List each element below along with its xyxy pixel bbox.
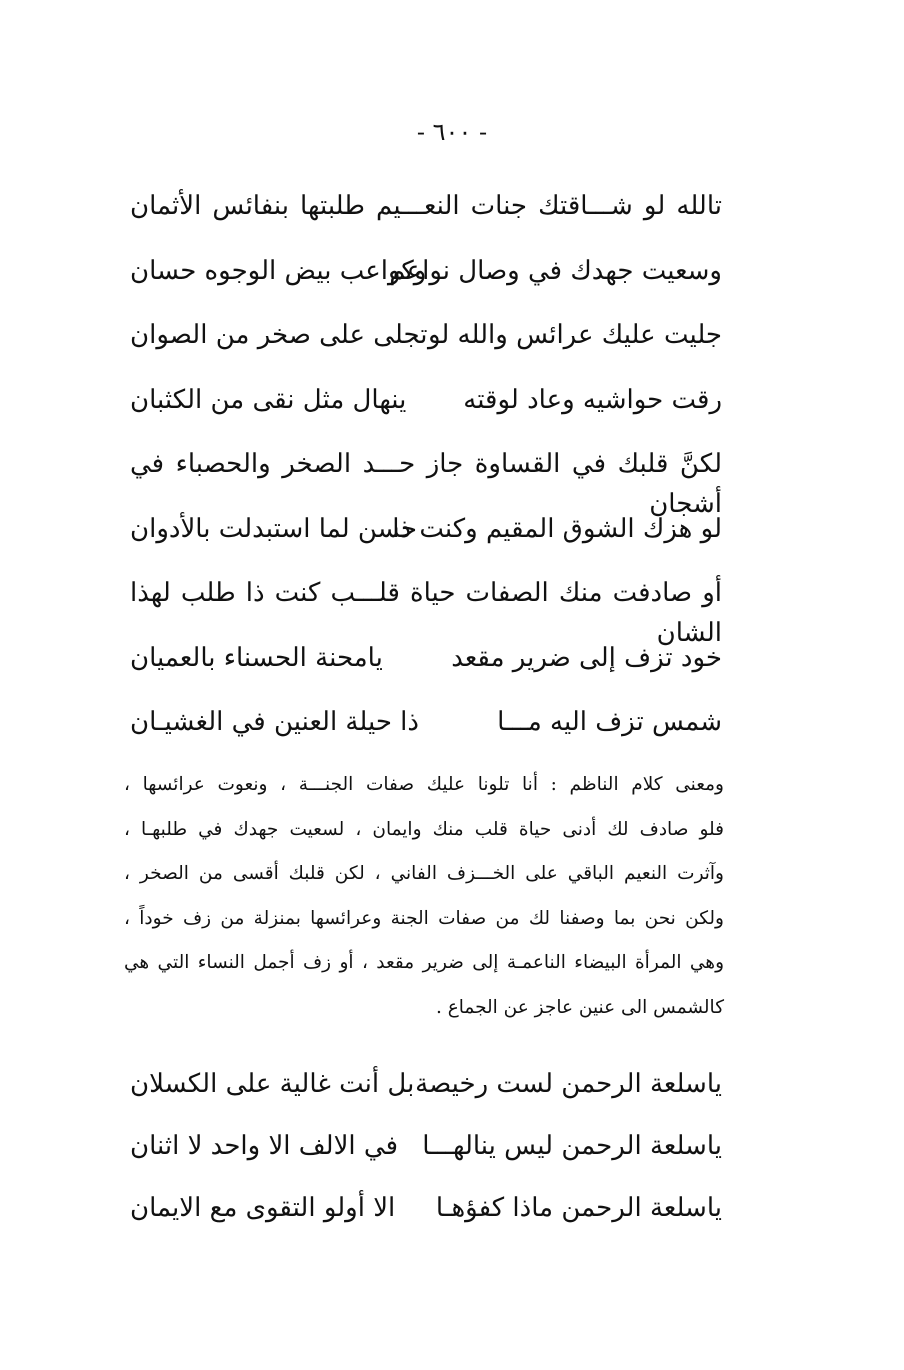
verse-second-hemistich: ذا حيلة العنين في الغشيـان xyxy=(130,707,419,737)
verse-second-hemistich: ينهال مثل نقى من الكثبان xyxy=(130,384,407,415)
verse-first-hemistich: ياسلعة الرحمن لست رخيصة xyxy=(415,1069,722,1099)
verse-line: أو صادفت منك الصفات حياة قلـــب كنت ذا طلب لهذا الشان xyxy=(130,578,722,648)
verse-block-top xyxy=(130,186,722,767)
commentary-line: وهي المرأة البيضاء الناعمـة إلى ضرير مقعد ، أو زف أجمل النساء التي هي xyxy=(124,952,724,973)
verse-second-hemistich: في الالف الا واحد لا اثنان xyxy=(130,1131,399,1161)
verse-line xyxy=(130,638,722,703)
verse-first-hemistich: جليت عليك عرائس والله لو xyxy=(427,320,722,350)
verse-second-hemistich: وكواعب بيض الوجوه حسان xyxy=(130,255,427,286)
verse-line xyxy=(130,1064,722,1126)
verse-first-hemistich: خود تزف إلى ضرير مقعد xyxy=(451,642,722,673)
verse-second-hemistich: يامحنة الحسناء بالعميان xyxy=(130,642,383,673)
verse-line xyxy=(130,702,722,767)
verse-first-hemistich: ياسلعة الرحمن ماذا كفؤهـا xyxy=(435,1193,722,1223)
commentary-paragraph xyxy=(124,770,724,1037)
verse-line xyxy=(130,1188,722,1250)
commentary-line: ومعنى كلام الناظم : أنا تلونا عليك صفات الجنـــة ، ونعوت عرائسها ، xyxy=(124,774,724,795)
verse-line xyxy=(130,251,722,316)
verse-second-hemistich: تجلى على صخر من الصوان xyxy=(130,320,428,350)
verse-first-hemistich: شمس تزف اليه مـــا xyxy=(497,707,722,737)
commentary-line: ولكن نحن بما وصفنا لك من صفات الجنة وعرائسها بمنزلة من زف خوداً ، xyxy=(124,907,724,929)
verse-second-hemistich: حسن لما استبدلت بالأدوان xyxy=(130,513,417,544)
verse-first-hemistich: لو هزك الشوق المقيم وكنت ذا xyxy=(392,513,722,544)
page-number: - ٦٠٠ - xyxy=(416,118,488,146)
verse-line xyxy=(130,315,722,380)
verse-second-hemistich: الا أولو التقوى مع الايمان xyxy=(130,1193,396,1223)
verse-first-hemistich: رقت حواشيه وعاد لوقته xyxy=(463,384,722,415)
commentary-line: فلو صادف لك أدنى حياة قلب منك وايمان ، لسعيت جهدك في طلبهـا ، xyxy=(124,818,724,840)
verse-first-hemistich: وسعيت جهدك في وصال نواعم xyxy=(389,255,722,286)
commentary-line: وآثرت النعيم الباقي على الخـــزف الفاني ، لكن قلبك أقسى من الصخر ، xyxy=(124,863,724,884)
verse-first-hemistich: ياسلعة الرحمن ليس ينالهـــا xyxy=(422,1131,722,1161)
verse-block-bottom xyxy=(130,1064,722,1250)
verse-line xyxy=(130,380,722,445)
verse-line xyxy=(130,1126,722,1188)
verse-line xyxy=(130,509,722,574)
verse-line: لكنَّ قلبك في القساوة جاز حـــد الصخر والحصباء في أشجان xyxy=(130,449,722,519)
commentary-line: كالشمس الى عنين عاجز عن الجماع . xyxy=(435,996,724,1018)
verse-line: تالله لو شـــاقتك جنات النعـــيم طلبتها بنفائس الأثمان xyxy=(130,191,722,221)
verse-second-hemistich: بل أنت غالية على الكسلان xyxy=(130,1069,415,1099)
